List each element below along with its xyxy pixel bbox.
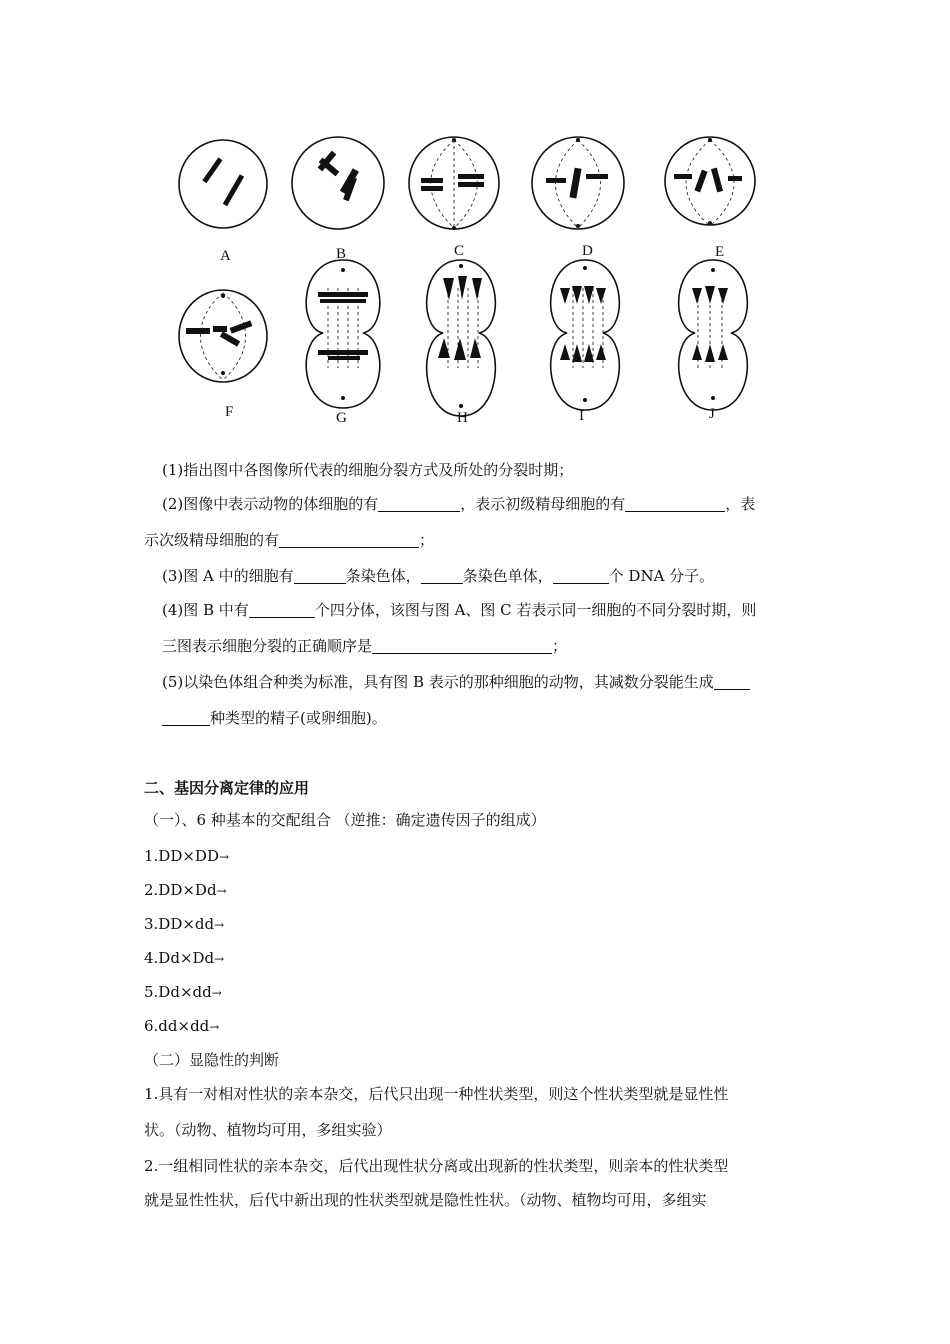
q4-text-d: ； <box>552 637 568 655</box>
q5-text-b: 种类型的精子(或卵细胞)。 <box>210 709 387 727</box>
paragraph-1-line-2: 状。（动物、植物均可用，多组实验） <box>144 1121 392 1139</box>
cross-2 <box>144 880 227 901</box>
cross-6 <box>144 1016 219 1037</box>
q2-text-a: (2)图像中表示动物的体细胞的有 <box>162 495 379 513</box>
q5-blank-2[interactable] <box>162 709 210 726</box>
arrow-icon: → <box>211 986 222 1000</box>
question-4-line-1 <box>162 600 756 620</box>
cell-i <box>551 260 620 410</box>
cross-1 <box>144 846 229 867</box>
q4-text-c: 三图表示细胞分裂的正确顺序是 <box>162 637 373 655</box>
section-2-sub-2: （二）显隐性的判断 <box>144 1051 280 1069</box>
q5-blank-1[interactable] <box>714 673 750 690</box>
cross-5 <box>144 982 222 1003</box>
question-2-line-2 <box>144 530 434 550</box>
label-a: A <box>220 248 231 264</box>
label-f: F <box>225 404 234 420</box>
label-b: B <box>336 246 347 262</box>
label-d: D <box>582 243 593 259</box>
cross-3 <box>144 914 224 935</box>
q2-text-d: 示次级精母细胞的有 <box>144 531 280 549</box>
q4-text-a: (4)图 B 中有 <box>162 601 249 619</box>
label-g: G <box>336 410 347 426</box>
paragraph-2-line-1: 2.一组相同性状的亲本杂交，后代出现性状分离或出现新的性状类型，则亲本的性状类型 <box>144 1157 729 1175</box>
q2-text-e: ； <box>419 531 435 549</box>
section-2-title: 二、基因分离定律的应用 <box>144 779 310 797</box>
label-j: J <box>709 406 715 422</box>
label-e: E <box>715 244 725 260</box>
q4-blank-1[interactable] <box>249 601 315 618</box>
q2-text-c: ，表 <box>725 495 756 513</box>
arrow-icon: → <box>209 1020 220 1034</box>
label-i: I <box>579 408 584 424</box>
paragraph-2-line-2: 就是显性性状，后代中新出现的性状类型就是隐性性状。（动物、植物均可用，多组实 <box>144 1191 707 1209</box>
paragraph-1-line-1: 1.具有一对相对性状的亲本杂交，后代只出现一种性状类型，则这个性状类型就是显性性 <box>144 1085 729 1103</box>
q5-text-a: (5)以染色体组合种类为标准，具有图 B 表示的那种细胞的动物，其减数分裂能生成 <box>162 673 714 691</box>
cross-6-text: 6.dd×dd <box>144 1017 210 1035</box>
cell-j <box>679 260 748 410</box>
q4-blank-2[interactable] <box>372 637 552 654</box>
question-1: (1)指出图中各图像所代表的细胞分裂方式及所处的分裂时期； <box>162 461 574 479</box>
q2-blank-3[interactable] <box>279 531 419 548</box>
q3-text-d: 个 DNA 分子。 <box>608 567 715 585</box>
question-5-line-1 <box>162 672 750 692</box>
q4-text-b: 个四分体，该图与图 A、图 C 若表示同一细胞的不同分裂时期，则 <box>314 601 757 619</box>
section-2-sub-1: （一）、6 种基本的交配组合 （逆推：确定遗传因子的组成） <box>144 811 546 829</box>
question-5-line-2 <box>162 708 387 728</box>
label-h: H <box>457 410 468 426</box>
cross-5-text: 5.Dd×dd <box>144 983 212 1001</box>
q2-blank-2[interactable] <box>625 495 725 512</box>
cross-2-text: 2.DD×Dd <box>144 881 217 899</box>
q3-blank-1[interactable] <box>294 567 346 584</box>
cell-diagrams <box>168 128 788 428</box>
arrow-icon: → <box>216 884 227 898</box>
question-2-line-1 <box>162 494 755 514</box>
cross-3-text: 3.DD×dd <box>144 915 215 933</box>
cross-1-text: 1.DD×DD <box>144 847 219 865</box>
label-c: C <box>454 243 465 259</box>
arrow-icon: → <box>214 918 225 932</box>
arrow-icon: → <box>219 850 230 864</box>
cell-division-figure <box>168 128 788 428</box>
q2-blank-1[interactable] <box>378 495 460 512</box>
cell-g <box>306 260 380 408</box>
q3-text-a: (3)图 A 中的细胞有 <box>162 567 294 585</box>
cross-4 <box>144 948 224 969</box>
question-3 <box>162 566 714 586</box>
q2-text-b: ，表示初级精母细胞的有 <box>460 495 626 513</box>
question-4-line-2 <box>162 636 567 656</box>
q3-text-c: 条染色单体， <box>462 567 553 585</box>
cell-b <box>292 137 384 229</box>
q3-text-b: 条染色体， <box>345 567 421 585</box>
q3-blank-3[interactable] <box>553 567 609 584</box>
arrow-icon: → <box>214 952 225 966</box>
q3-blank-2[interactable] <box>421 567 463 584</box>
cell-a <box>179 140 267 228</box>
cross-4-text: 4.Dd×Dd <box>144 949 215 967</box>
